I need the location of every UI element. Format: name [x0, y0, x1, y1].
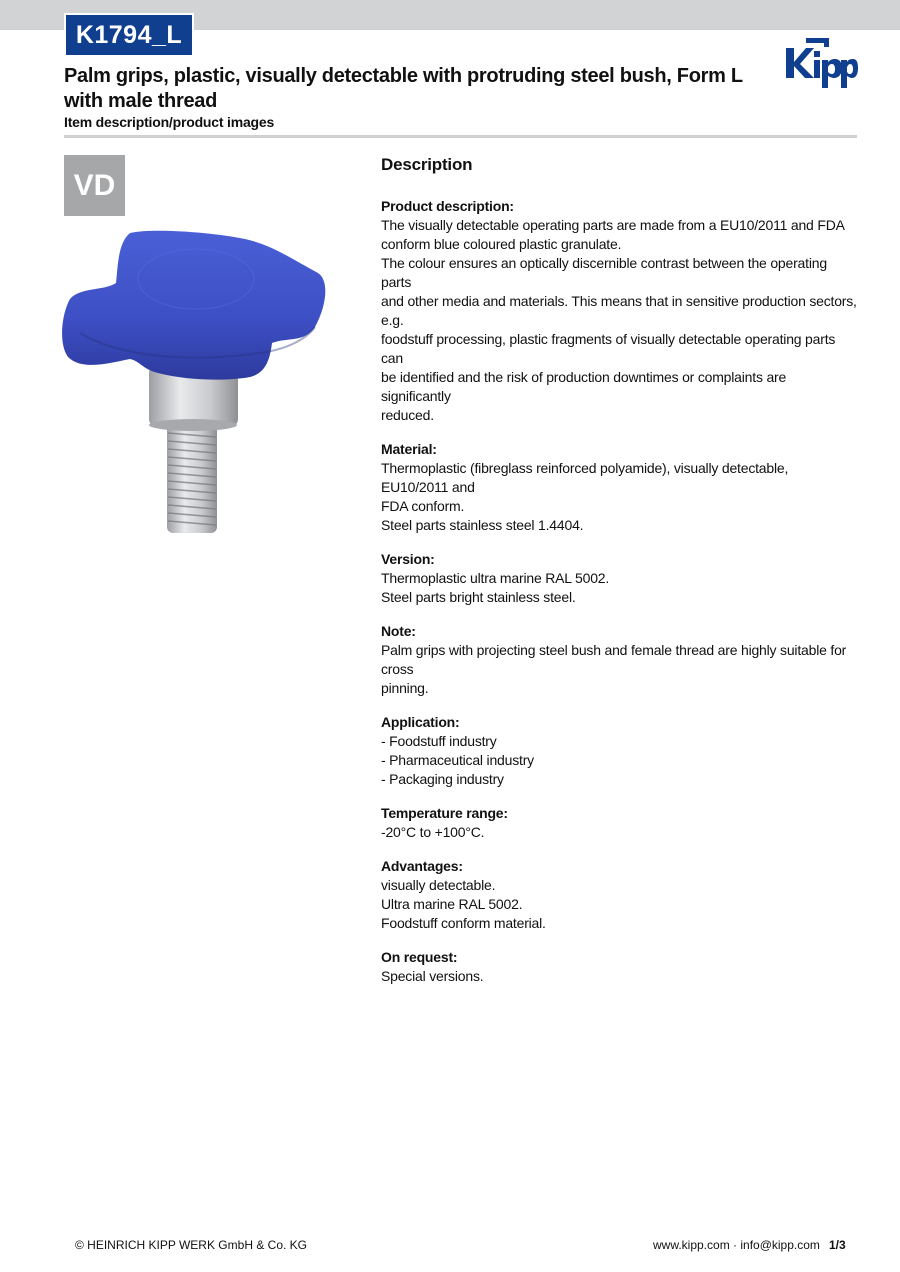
page-subtitle: Item description/product images [64, 114, 275, 130]
section-heading: Note: [381, 623, 416, 639]
product-image [60, 225, 330, 545]
section-heading: Advantages: [381, 858, 463, 874]
section-text-line: foodstuff processing, plastic fragments of visually detectable operating parts can [381, 331, 836, 366]
section-text-line: Palm grips with projecting steel bush and female thread are highly suitable for cross [381, 642, 847, 677]
section-text-line: Thermoplastic ultra marine RAL 5002. [381, 570, 610, 586]
description-section [381, 440, 859, 535]
description-section [381, 550, 859, 607]
section-text-line: - Foodstuff industry [381, 733, 497, 749]
section-text-line: Special versions. [381, 968, 484, 984]
section-text-line: -20°C to +100°C. [381, 824, 485, 840]
description-panel [381, 154, 859, 1001]
kipp-logo [784, 38, 858, 90]
section-text-line: - Packaging industry [381, 771, 504, 787]
section-text-line: Steel parts stainless steel 1.4404. [381, 517, 584, 533]
description-section [381, 804, 859, 842]
section-text-line: The colour ensures an optically discernible contrast between the operating parts [381, 255, 827, 290]
section-heading: On request: [381, 949, 458, 965]
page-title: Palm grips, plastic, visually detectable with protruding steel bush, Form L with male thread [64, 65, 743, 112]
section-heading: Version: [381, 551, 435, 567]
section-text-line: visually detectable. [381, 877, 496, 893]
section-text-line: Foodstuff conform material. [381, 915, 546, 931]
section-heading: Material: [381, 441, 437, 457]
section-heading: Temperature range: [381, 805, 508, 821]
section-text-line: and other media and materials. This means that in sensitive production sectors, e.g. [381, 293, 857, 328]
description-section [381, 622, 859, 698]
item-code-badge: K1794_L [64, 13, 194, 57]
section-heading: Application: [381, 714, 460, 730]
section-text-line: Thermoplastic (fibreglass reinforced polyamide), visually detectable, EU10/2011 and [381, 460, 789, 495]
description-heading: Description [381, 155, 473, 174]
section-text-line: Steel parts bright stainless steel. [381, 589, 576, 605]
header-divider [64, 135, 857, 138]
section-text-line: reduced. [381, 407, 434, 423]
section-heading: Product description: [381, 198, 514, 214]
description-section [381, 948, 859, 986]
section-text-line: be identified and the risk of production downtimes or complaints are significantly [381, 369, 787, 404]
section-text-line: conform blue coloured plastic granulate. [381, 236, 622, 252]
vd-badge: VD [64, 155, 125, 216]
description-section [381, 857, 859, 933]
description-section [381, 197, 859, 425]
section-text-line: Ultra marine RAL 5002. [381, 896, 523, 912]
description-section [381, 713, 859, 789]
section-text-line: pinning. [381, 680, 429, 696]
section-text-line: - Pharmaceutical industry [381, 752, 534, 768]
section-text-line: FDA conform. [381, 498, 465, 514]
description-sections [381, 197, 859, 986]
footer-contact: www.kipp.com · info@kipp.com [653, 1238, 820, 1252]
section-text-line: The visually detectable operating parts are made from a EU10/2011 and FDA [381, 217, 845, 233]
page-number: 1/3 [829, 1238, 846, 1252]
footer-copyright: © HEINRICH KIPP WERK GmbH & Co. KG [75, 1238, 307, 1252]
